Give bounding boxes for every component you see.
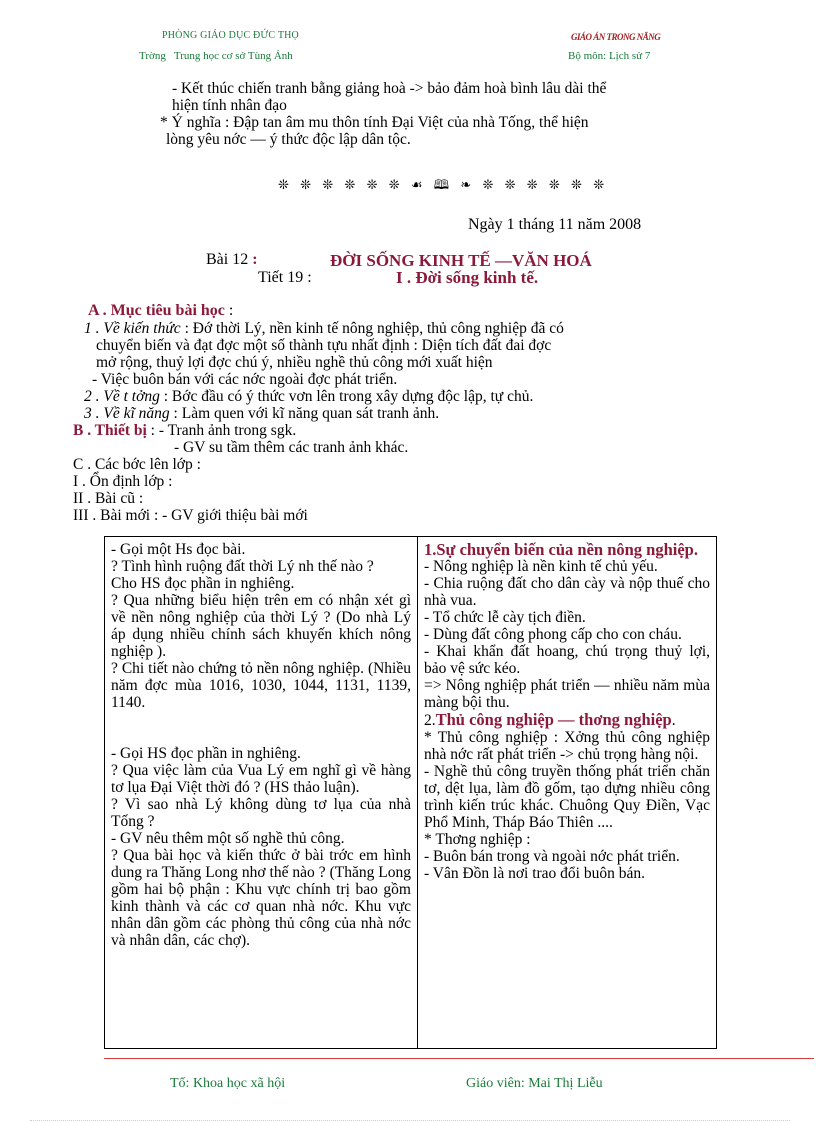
left-item: - GV nêu thêm một số nghề thủ công. [111, 830, 345, 847]
office-name: PHÒNG GIÁO DỤC ĐỨC THỌ [162, 30, 299, 41]
section-2-number: 2. [424, 712, 436, 729]
right-item: - Vân Đồn là nơi trao đổi buôn bán. [424, 865, 645, 882]
equipment-heading: B . Thiết bị [73, 422, 147, 439]
objectives-heading [88, 302, 233, 319]
step-iii-line: III . Bài mới : - GV giới thiệu bài mới [73, 507, 308, 524]
knowledge-label: 1 . Về kiến thức [84, 320, 181, 337]
left-item: ? Tình hình ruộng đất thời Lý nh thế nào ? [111, 558, 374, 575]
footer-teacher: Giáo viên: Mai Thị Liễu [466, 1076, 603, 1091]
activities-column [105, 537, 418, 1049]
right-item: * Thơng nghiệp : [424, 831, 531, 848]
school-label [139, 50, 293, 62]
objectives-heading-text: A . Mục tiêu bài học [88, 302, 225, 319]
subject-label: Bộ môn: Lịch sử 7 [568, 50, 651, 62]
right-item: - Buôn bán trong và ngoài nớc phát triển. [424, 848, 680, 865]
section-2-heading [424, 711, 710, 729]
intro-line-1: - Kết thúc chiến tranh bằng giảng hoà -> bảo đảm hoà bình lâu dài thể [172, 80, 607, 97]
skill-text: : Làm quen với kĩ năng quan sát tranh ảnh. [169, 405, 440, 422]
footer-department: Tổ: Khoa học xã hội [170, 1076, 286, 1091]
right-item: - Chia ruộng đất cho dân cày và nộp thuế cho nhà vua. [424, 575, 710, 609]
skill-line [84, 405, 439, 422]
knowledge-line [84, 320, 564, 337]
footer-rule [104, 1058, 814, 1059]
lesson-colon: : [252, 251, 258, 268]
attitude-label: 2 . Về t tởng [84, 388, 160, 405]
right-item: - Dùng đất công phong cấp cho con cháu. [424, 626, 682, 643]
date-line: Ngày 1 tháng 11 năm 2008 [468, 216, 642, 233]
intro-line-3: * Ý nghĩa : Đập tan âm mu thôn tính Đại Việt của nhà Tống, thể hiện [160, 114, 589, 131]
left-item: ? Qua bài học và kiến thức ở bài trớc em hình dung ra Thăng Long nhơ thế nào ? (Thăng Long gồm hai bộ phận : Khu vực chính trị bao gồm kinh thành và các cơ quan nhà nớc. Khu vực nhân dân gồm các phòng thủ công của nhà nớc và nhân dân, các chợ). [111, 847, 411, 949]
knowledge-text: : Đớ thời Lý, nền kinh tế nông nghiệp, thủ công nghiệp đã có [180, 320, 564, 337]
lesson-number [206, 251, 258, 268]
section-2-title: Thủ công nghiệp — thơng nghiệp [435, 710, 672, 729]
lesson-period: Tiết 19 : [258, 269, 312, 286]
school-prefix: Trờng [139, 50, 166, 62]
lesson-subtitle: I . Đời sống kinh tế. [396, 268, 539, 287]
step-ii-line: II . Bài cũ : [73, 490, 144, 507]
equipment-line-2: - GV su tầm thêm các tranh ảnh khác. [174, 439, 409, 456]
right-item: - Khai khẩn đất hoang, chú trọng thuỷ lợi, bảo vệ sức kéo. [424, 643, 710, 677]
intro-line-2: hiện tính nhân đạo [172, 97, 287, 114]
step-i-line: I . Ổn định lớp : [73, 473, 173, 490]
school-name: Trung học cơ sở Tùng Ảnh [173, 50, 293, 62]
left-spacer [111, 728, 411, 745]
left-item: ? Vì sao nhà Lý không dùng tơ lụa của nhà Tống ? [111, 796, 411, 830]
knowledge-line-2: chuyển biến và đạt đợc một số thành tựu nhất định : Diện tích đất đai đợc [96, 337, 552, 354]
content-column [418, 537, 717, 1049]
left-spacer [111, 711, 411, 728]
lesson-table [104, 536, 717, 1049]
ornament-divider: ❊ ❊ ❊ ❊ ❊ ❊ ☙ 🕮 ❧ ❊ ❊ ❊ ❊ ❊ ❊ [278, 177, 609, 192]
left-item: ? Qua những biểu hiện trên em có nhận xét gì về nền nông nghiệp của thời Lý ? (Do nhà Lý áp dụng nhiều chính sách khuyến khích nông nghiệp ). [111, 592, 411, 660]
left-item: ? Qua việc làm của Vua Lý em nghĩ gì về hàng tơ lụa Đại Việt thời đó ? (HS thảo luận). [111, 762, 411, 796]
right-item: - Nghề thủ công truyền thống phát triển chăn tơ, dệt lụa, làm đồ gốm, tạo dựng nhiều công trình kiến trúc khác. Chuông Quy Điền, Vạc Phổ Minh, Tháp Báo Thiên .... [424, 763, 710, 831]
section-1-heading: 1.Sự chuyển biến của nền nông nghiệp. [424, 540, 698, 559]
knowledge-line-3: mở rộng, thuỷ lợi đợc chú ý, nhiều nghề thủ công mới xuất hiện [96, 354, 493, 371]
right-item: * Thủ công nghiệp : Xởng thủ công nghiệp nhà nớc rất phát triển -> chủ trọng hàng nội. [424, 729, 710, 763]
intro-line-4: lòng yêu nớc — ý thức độc lập dân tộc. [166, 131, 411, 148]
attitude-line [84, 388, 533, 405]
equipment-line [73, 422, 296, 439]
objectives-heading-colon: : [224, 302, 234, 319]
lesson-bai: Bài 12 [206, 251, 249, 268]
lesson-title: ĐỜI SỐNG KINH TẾ —VĂN HOÁ [330, 251, 592, 270]
skill-label: 3 . Về kĩ năng [84, 405, 170, 422]
right-item: - Tổ chức lễ cày tịch điền. [424, 609, 586, 626]
right-item: - Nông nghiệp là nền kinh tế chủ yếu. [424, 558, 658, 575]
plan-label: GIÁO ÁN TRONG NĂNG [571, 32, 661, 42]
right-item: => Nông nghiệp phát triển — nhiều năm mùa màng bội thu. [424, 677, 710, 711]
knowledge-line-4: - Việc buôn bán với các nớc ngoài đợc phát triển. [92, 371, 398, 388]
left-item: Cho HS đọc phần in nghiêng. [111, 575, 295, 592]
left-item: - Gọi một Hs đọc bài. [111, 541, 246, 558]
section-2-dot: . [671, 712, 676, 729]
attitude-text: : Bớc đầu có ý thức vơn lên trong xây dựng độc lập, tự chủ. [159, 388, 534, 405]
left-item: - Gọi HS đọc phần in nghiêng. [111, 745, 301, 762]
left-item: ? Chi tiết nào chứng tỏ nền nông nghiệp. (Nhiều năm đợc mùa 1016, 1030, 1044, 1131, 1139, 1140. [111, 660, 411, 711]
steps-line: C . Các bớc lên lớp : [73, 456, 201, 473]
page-bottom-border [30, 1120, 790, 1121]
table-row [105, 537, 717, 1049]
equipment-text: : - Tranh ảnh trong sgk. [146, 422, 297, 439]
